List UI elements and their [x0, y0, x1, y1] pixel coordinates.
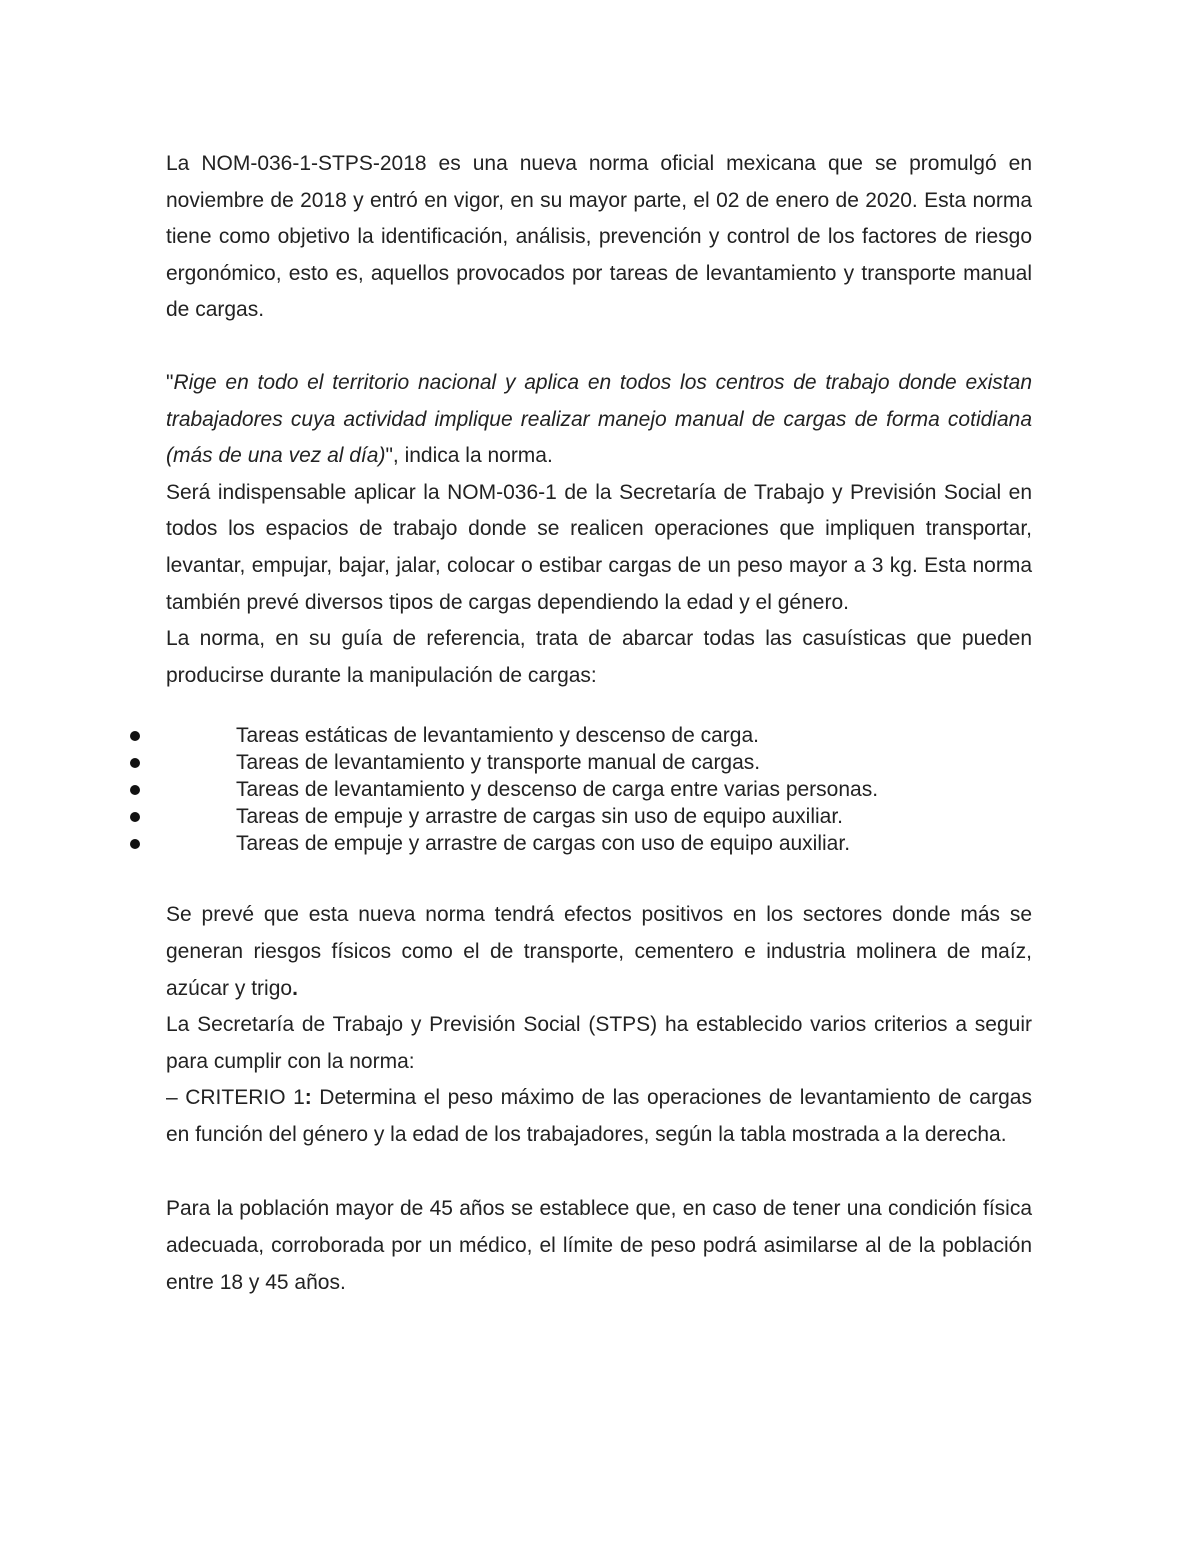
paragraph-intro: La NOM-036-1-STPS-2018 es una nueva norma oficial mexicana que se promulgó en noviembre de 2018 y entró en vigor, en su mayor parte, el 02 de enero de 2020. Esta norma tiene como objetivo la identificación, análisis, prevención y control de los factores de riesgo ergonómico, esto es, aquellos provocados por tareas de levantamiento y transporte manual de cargas.	[166, 152, 1032, 322]
list-item	[166, 749, 1032, 776]
paragraph-reference-guide: La norma, en su guía de referencia, trata de abarcar todas las casuísticas que pueden producirse durante la manipulación de cargas:	[166, 627, 1032, 687]
effects-text: Se prevé que esta nueva norma tendrá efectos positivos en los sectores donde más se generan riesgos físicos como el de transporte, cementero e industria molinera de maíz, azúcar y trigo	[166, 903, 1032, 1000]
paragraph-quote	[166, 365, 1032, 475]
list-item-text: Tareas de levantamiento y descenso de carga entre varias personas.	[236, 778, 879, 802]
effects-period: .	[292, 976, 298, 1000]
bullet-icon	[130, 785, 140, 795]
bullet-icon	[130, 731, 140, 741]
criterio-1-colon: :	[304, 1086, 312, 1110]
list-item	[166, 722, 1032, 749]
quote-close-text: ", indica la norma.	[385, 444, 553, 468]
list-item	[166, 830, 1032, 857]
paragraph-criteria-intro: La Secretaría de Trabajo y Previsión Social (STPS) ha establecido varios criterios a seguir para cumplir con la norma:	[166, 1013, 1032, 1073]
bullet-icon	[130, 758, 140, 768]
task-types-list	[166, 722, 1032, 857]
document-body	[166, 146, 1032, 1301]
quote-text: Rige en todo el territorio nacional y aplica en todos los centros de trabajo donde existan trabajadores cuya actividad implique realizar manejo manual de cargas de forma cotidiana (más de una vez al día)	[166, 370, 1032, 468]
list-item-text: Tareas de levantamiento y transporte manual de cargas.	[236, 751, 761, 775]
criterio-1-text: Determina el peso máximo de las operaciones de levantamiento de cargas en función del género y la edad de los trabajadores, según la tabla mostrada a la derecha.	[166, 1086, 1032, 1146]
list-item	[166, 776, 1032, 803]
list-item	[166, 803, 1032, 830]
paragraph-over-45: Para la población mayor de 45 años se establece que, en caso de tener una condición física adecuada, corroborada por un médico, el límite de peso podrá asimilarse al de la población entre 18 y 45 años.	[166, 1197, 1032, 1294]
bullet-icon	[130, 812, 140, 822]
list-item-text: Tareas estáticas de levantamiento y descenso de carga.	[236, 724, 759, 748]
paragraph-application: Será indispensable aplicar la NOM-036-1 de la Secretaría de Trabajo y Previsión Social en todos los espacios de trabajo donde se realicen operaciones que impliquen transportar, levantar, empujar, bajar, jalar, colocar o estibar cargas de un peso mayor a 3 kg. Esta norma también prevé diversos tipos de cargas dependiendo la edad y el género.	[166, 480, 1032, 614]
quote-open-mark: "	[166, 370, 174, 394]
criterio-1-label: – CRITERIO 1	[166, 1086, 305, 1110]
list-item-text: Tareas de empuje y arrastre de cargas con uso de equipo auxiliar.	[236, 832, 851, 856]
paragraph-effects	[166, 897, 1032, 1007]
list-item-text: Tareas de empuje y arrastre de cargas sin uso de equipo auxiliar.	[236, 805, 844, 829]
paragraph-criterio-1	[166, 1080, 1032, 1153]
bullet-icon	[130, 839, 140, 849]
